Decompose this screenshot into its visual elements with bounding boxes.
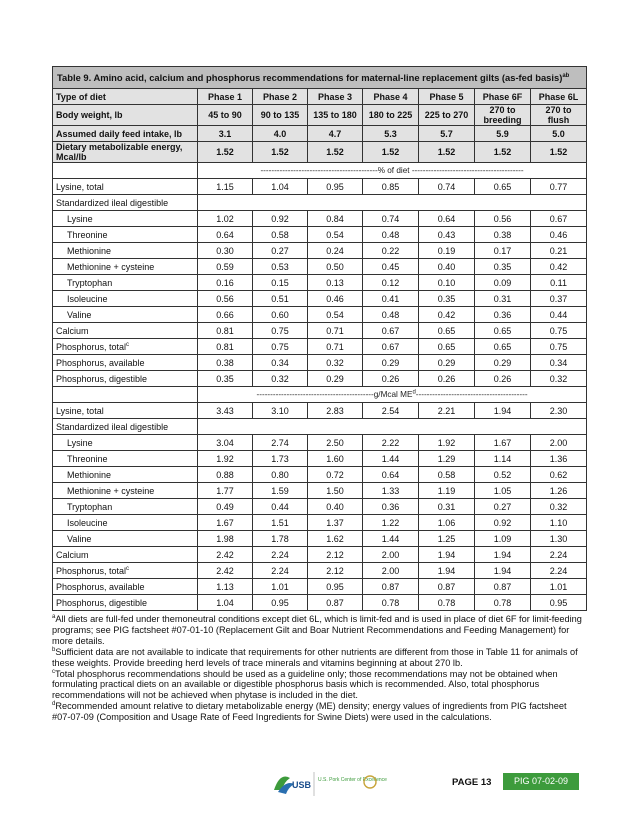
cell: 0.75 (253, 339, 308, 355)
cell: 1.05 (475, 483, 531, 499)
table-title-row (53, 67, 587, 89)
cell: 0.75 (531, 323, 587, 339)
cell: 0.32 (531, 499, 587, 515)
section-percent-of-diet (53, 163, 587, 179)
cell: 45 to 90 (198, 105, 253, 126)
cell: 0.56 (475, 211, 531, 227)
cell: 0.95 (308, 179, 363, 195)
cell: 1.52 (363, 142, 419, 163)
cell: 0.40 (308, 499, 363, 515)
header-phase: Phase 6L (531, 89, 587, 105)
table-row (53, 227, 587, 243)
cell: 0.56 (198, 291, 253, 307)
cell: 1.50 (308, 483, 363, 499)
pork-center-logo-text: U.S. Pork Center of Excellence (318, 777, 387, 783)
cell: 2.24 (253, 547, 308, 563)
footnote: $^a$All diets are full-fed under themoneutral conditions except diet 6L, which is limit-fed and is used in place of diet 6F for limit-feeding programs; see PIG factsheet #07-01-10 (Replacement Gilt and Boar Nutrient Recommendations and Feeding Management) for more details. (52, 613, 582, 646)
cell: 0.58 (419, 467, 475, 483)
cell: 0.87 (363, 579, 419, 595)
cell: 2.83 (308, 403, 363, 419)
footnotes (52, 614, 586, 723)
cell: 2.24 (253, 563, 308, 579)
row-label: Tryptophan (53, 499, 198, 515)
cell: 0.65 (475, 179, 531, 195)
cell: 0.85 (363, 179, 419, 195)
cell: 0.75 (253, 323, 308, 339)
cell: 0.11 (531, 275, 587, 291)
cell: 0.78 (475, 595, 531, 611)
table-row (53, 339, 587, 355)
row-label: Tryptophan (53, 275, 198, 291)
cell: 0.81 (198, 323, 253, 339)
cell: 2.00 (363, 563, 419, 579)
cell: 1.14 (475, 451, 531, 467)
cell: 0.36 (475, 307, 531, 323)
cell: 0.32 (253, 371, 308, 387)
usb-pork-center-logo (270, 768, 387, 798)
empty-cell (198, 419, 587, 435)
cell: 0.32 (531, 371, 587, 387)
row-label: Phosphorus, digestible (53, 371, 198, 387)
cell: 0.31 (475, 291, 531, 307)
cell: 0.36 (363, 499, 419, 515)
cell: 1.44 (363, 451, 419, 467)
cell: 0.30 (198, 243, 253, 259)
cell: 0.48 (363, 307, 419, 323)
cell: 1.37 (308, 515, 363, 531)
cell: 0.58 (253, 227, 308, 243)
cell: 0.34 (531, 355, 587, 371)
cell: 0.77 (531, 179, 587, 195)
cell: 2.00 (363, 547, 419, 563)
header-label: Type of diet (53, 89, 198, 105)
cell: 0.09 (475, 275, 531, 291)
table-row (53, 435, 587, 451)
feed-intake-row (53, 126, 587, 142)
table-row (53, 323, 587, 339)
cell: 1.51 (253, 515, 308, 531)
cell: 0.92 (253, 211, 308, 227)
cell: 1.04 (253, 179, 308, 195)
row-label: Lysine (53, 435, 198, 451)
cell: 0.54 (308, 307, 363, 323)
table-row (53, 275, 587, 291)
cell: 0.67 (363, 323, 419, 339)
cell: 0.38 (475, 227, 531, 243)
cell: 0.44 (531, 307, 587, 323)
cell: 0.88 (198, 467, 253, 483)
page-footer (0, 768, 638, 802)
cell: 0.45 (363, 259, 419, 275)
cell: 0.49 (198, 499, 253, 515)
cell: 1.30 (531, 531, 587, 547)
row-label: Phosphorus, available (53, 579, 198, 595)
cell: 0.22 (363, 243, 419, 259)
cell: 0.95 (531, 595, 587, 611)
header-phase: Phase 3 (308, 89, 363, 105)
cell: 1.52 (253, 142, 308, 163)
cell: 1.94 (475, 547, 531, 563)
table-row (53, 531, 587, 547)
cell: 4.0 (253, 126, 308, 142)
cell: 0.32 (308, 355, 363, 371)
row-label: Dietary metabolizable energy, Mcal/lb (53, 142, 198, 163)
page-number: PAGE 13 (452, 777, 492, 788)
cell: 1.02 (198, 211, 253, 227)
table-row (53, 291, 587, 307)
row-label: Lysine, total (53, 179, 198, 195)
cell: 0.40 (419, 259, 475, 275)
table-row (53, 307, 587, 323)
table-row (53, 179, 587, 195)
footnote: $^b$Sufficient data are not available to indicate that requirements for other nutrients are different from those in Table 11 for animals of these weights. Provide breeding herd levels of trace minerals and vitamins beginning at about 270 lb. (52, 646, 578, 668)
table-row (53, 243, 587, 259)
cell: 0.71 (308, 323, 363, 339)
cell: 2.74 (253, 435, 308, 451)
cell: 225 to 270 (419, 105, 475, 126)
cell: 0.48 (363, 227, 419, 243)
cell: 0.65 (475, 323, 531, 339)
cell: 1.22 (363, 515, 419, 531)
row-label: Threonine (53, 227, 198, 243)
cell: 0.31 (419, 499, 475, 515)
table-row (53, 483, 587, 499)
header-phase: Phase 5 (419, 89, 475, 105)
table-row (53, 595, 587, 611)
row-label: Isoleucine (53, 515, 198, 531)
cell: 2.12 (308, 547, 363, 563)
table-row (53, 371, 587, 387)
cell: 180 to 225 (363, 105, 419, 126)
section-label: -------------------------------------------% of diet ----------------------------------------- (198, 163, 587, 179)
percent-rows (53, 179, 587, 387)
cell: 1.59 (253, 483, 308, 499)
cell: 1.36 (531, 451, 587, 467)
cell: 1.52 (475, 142, 531, 163)
cell: 0.74 (363, 211, 419, 227)
table-header-row (53, 89, 587, 105)
row-label: Phosphorus, total$^c$ (53, 339, 198, 355)
empty-cell (198, 195, 587, 211)
nutrient-table (52, 66, 587, 611)
cell: 0.62 (531, 467, 587, 483)
cell: 2.22 (363, 435, 419, 451)
table-row (53, 211, 587, 227)
row-label: Phosphorus, total$^c$ (53, 563, 198, 579)
cell: 0.42 (531, 259, 587, 275)
footer-logos (270, 768, 387, 798)
row-label: Valine (53, 531, 198, 547)
cell: 0.92 (475, 515, 531, 531)
cell: 0.46 (308, 291, 363, 307)
cell: 0.67 (531, 211, 587, 227)
cell: 0.29 (363, 355, 419, 371)
cell: 0.80 (253, 467, 308, 483)
cell: 0.60 (253, 307, 308, 323)
cell: 1.06 (419, 515, 475, 531)
cell: 5.9 (475, 126, 531, 142)
cell: 0.84 (308, 211, 363, 227)
cell: 0.27 (253, 243, 308, 259)
cell: 1.92 (419, 435, 475, 451)
cell: 0.74 (419, 179, 475, 195)
cell: 0.21 (531, 243, 587, 259)
cell: 0.35 (198, 371, 253, 387)
table-row (53, 355, 587, 371)
cell: 1.77 (198, 483, 253, 499)
cell: 0.34 (253, 355, 308, 371)
cell: 0.35 (475, 259, 531, 275)
cell: 0.27 (475, 499, 531, 515)
row-label: Calcium (53, 323, 198, 339)
cell: 2.12 (308, 563, 363, 579)
row-label: Standardized ileal digestible (53, 195, 198, 211)
cell: 0.65 (419, 339, 475, 355)
row-label: Standardized ileal digestible (53, 419, 198, 435)
cell: 270 to flush (531, 105, 587, 126)
row-label: Calcium (53, 547, 198, 563)
cell: 5.7 (419, 126, 475, 142)
cell: 0.64 (198, 227, 253, 243)
cell: 0.65 (419, 323, 475, 339)
cell: 3.43 (198, 403, 253, 419)
document-sheet (52, 66, 586, 723)
cell: 0.46 (531, 227, 587, 243)
cell: 1.44 (363, 531, 419, 547)
cell: 1.15 (198, 179, 253, 195)
table-row (53, 547, 587, 563)
cell: 1.78 (253, 531, 308, 547)
cell: 0.71 (308, 339, 363, 355)
row-label: Methionine + cysteine (53, 483, 198, 499)
cell: 1.52 (419, 142, 475, 163)
section-me-group (53, 387, 587, 403)
cell: 0.17 (475, 243, 531, 259)
table-row (53, 451, 587, 467)
cell: 0.66 (198, 307, 253, 323)
cell: 0.29 (475, 355, 531, 371)
cell: 1.60 (308, 451, 363, 467)
row-label: Isoleucine (53, 291, 198, 307)
cell: 2.00 (531, 435, 587, 451)
table-row (53, 579, 587, 595)
section-blank (53, 163, 198, 179)
cell: 1.09 (475, 531, 531, 547)
cell: 0.26 (363, 371, 419, 387)
cell: 270 to breeding (475, 105, 531, 126)
table-row (53, 259, 587, 275)
cell: 0.59 (198, 259, 253, 275)
cell: 5.0 (531, 126, 587, 142)
cell: 0.53 (253, 259, 308, 275)
cell: 1.19 (419, 483, 475, 499)
cell: 0.26 (419, 371, 475, 387)
cell: 0.95 (253, 595, 308, 611)
table-row (53, 499, 587, 515)
cell: 0.24 (308, 243, 363, 259)
cell: 0.42 (419, 307, 475, 323)
cell: 0.65 (475, 339, 531, 355)
cell: 1.94 (419, 547, 475, 563)
cell: 0.41 (363, 291, 419, 307)
footnote: $^c$Total phosphorus recommendations should be used as a guideline only; those recommendations may not be obtained when formulating practical diets on an available or digestible phosphorus basis which is recommended. Also, total phosphorus recommendations will not be achieved when phytase is included in the diet. (52, 668, 558, 701)
row-label: Methionine + cysteine (53, 259, 198, 275)
row-label: Assumed daily feed intake, lb (53, 126, 198, 142)
row-label: Phosphorus, digestible (53, 595, 198, 611)
cell: 0.15 (253, 275, 308, 291)
cell: 2.24 (531, 563, 587, 579)
header-phase: Phase 6F (475, 89, 531, 105)
table-row (53, 563, 587, 579)
row-label: Lysine, total (53, 403, 198, 419)
cell: 5.3 (363, 126, 419, 142)
cell: 1.01 (531, 579, 587, 595)
cell: 3.10 (253, 403, 308, 419)
cell: 1.52 (531, 142, 587, 163)
header-phase: Phase 2 (253, 89, 308, 105)
cell: 0.87 (308, 595, 363, 611)
cell: 0.29 (419, 355, 475, 371)
cell: 0.35 (419, 291, 475, 307)
cell: 0.54 (308, 227, 363, 243)
cell: 0.37 (531, 291, 587, 307)
cell: 1.98 (198, 531, 253, 547)
cell: 135 to 180 (308, 105, 363, 126)
cell: 2.24 (531, 547, 587, 563)
cell: 0.29 (308, 371, 363, 387)
cell: 0.87 (475, 579, 531, 595)
header-phase: Phase 4 (363, 89, 419, 105)
cell: 2.21 (419, 403, 475, 419)
table-row (53, 403, 587, 419)
cell: 0.75 (531, 339, 587, 355)
cell: 1.13 (198, 579, 253, 595)
cell: 0.19 (419, 243, 475, 259)
table-row (53, 419, 587, 435)
row-label: Methionine (53, 243, 198, 259)
cell: 0.13 (308, 275, 363, 291)
table-row (53, 515, 587, 531)
cell: 1.25 (419, 531, 475, 547)
cell: 0.87 (419, 579, 475, 595)
cell: 1.67 (198, 515, 253, 531)
body-weight-row (53, 105, 587, 126)
cell: 1.62 (308, 531, 363, 547)
table-row (53, 195, 587, 211)
cell: 0.12 (363, 275, 419, 291)
cell: 0.10 (419, 275, 475, 291)
cell: 0.16 (198, 275, 253, 291)
cell: 3.1 (198, 126, 253, 142)
cell: 1.04 (198, 595, 253, 611)
document-id-badge: PIG 07-02-09 (503, 773, 579, 790)
row-label: Threonine (53, 451, 198, 467)
cell: 1.67 (475, 435, 531, 451)
cell: 0.26 (475, 371, 531, 387)
cell: 2.54 (363, 403, 419, 419)
me-rows (53, 403, 587, 611)
row-label: Phosphorus, available (53, 355, 198, 371)
row-label: Lysine (53, 211, 198, 227)
cell: 0.51 (253, 291, 308, 307)
cell: 0.38 (198, 355, 253, 371)
cell: 1.33 (363, 483, 419, 499)
table-title: Table 9. Amino acid, calcium and phosphorus recommendations for maternal-line replacement gilts (as-fed basis)$^{ab}$ (53, 67, 587, 89)
cell: 2.42 (198, 547, 253, 563)
cell: 0.81 (198, 339, 253, 355)
section-label: -------------------------------------------g/Mcal $ME^d-----------------------------------------$ (198, 387, 587, 403)
cell: 0.43 (419, 227, 475, 243)
cell: 1.52 (198, 142, 253, 163)
cell: 0.67 (363, 339, 419, 355)
cell: 4.7 (308, 126, 363, 142)
cell: 0.52 (475, 467, 531, 483)
cell: 0.78 (363, 595, 419, 611)
metabolizable-energy-row (53, 142, 587, 163)
cell: 0.44 (253, 499, 308, 515)
cell: 1.52 (308, 142, 363, 163)
cell: 90 to 135 (253, 105, 308, 126)
cell: 0.95 (308, 579, 363, 595)
table-row (53, 467, 587, 483)
cell: 2.50 (308, 435, 363, 451)
cell: 0.78 (419, 595, 475, 611)
cell: 1.29 (419, 451, 475, 467)
cell: 0.72 (308, 467, 363, 483)
cell: 1.94 (475, 403, 531, 419)
cell: 1.73 (253, 451, 308, 467)
usb-logo-text: USB (292, 780, 312, 790)
section-blank (53, 387, 198, 403)
section-g-per-mcal (53, 387, 587, 403)
cell: 1.10 (531, 515, 587, 531)
cell: 2.30 (531, 403, 587, 419)
header-phase: Phase 1 (198, 89, 253, 105)
cell: 1.94 (419, 563, 475, 579)
cell: 0.64 (419, 211, 475, 227)
cell: 0.64 (363, 467, 419, 483)
cell: 3.04 (198, 435, 253, 451)
cell: 1.94 (475, 563, 531, 579)
cell: 1.01 (253, 579, 308, 595)
cell: 2.42 (198, 563, 253, 579)
row-label: Valine (53, 307, 198, 323)
cell: 0.50 (308, 259, 363, 275)
cell: 1.26 (531, 483, 587, 499)
footnote: $^d$Recommended amount relative to dietary metabolizable energy (ME) density; energy values of ingredients from PIG factsheet #07-07-09 (Composition and Usage Rate of Feed Ingredients for Swine Diets) were used in the calculations. (52, 701, 567, 723)
row-label: Body weight, lb (53, 105, 198, 126)
row-label: Methionine (53, 467, 198, 483)
cell: 1.92 (198, 451, 253, 467)
